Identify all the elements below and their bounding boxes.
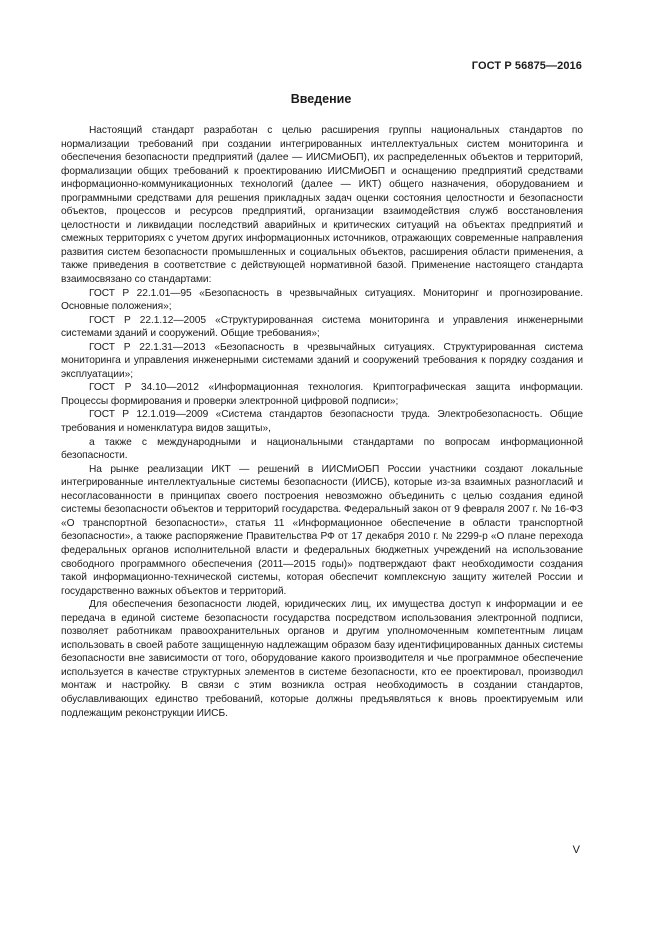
document-body	[61, 124, 583, 720]
paragraph-standard-ref: а также с международными и национальными стандартами по вопросам информационной безопасности.	[61, 436, 583, 462]
paragraph-market: На рынке реализации ИКТ — решений в ИИСМиОБП России участники создают локальные интегрированные интеллектуальные системы безопасности (ИИСБ), которые из-за взаимных разногласий и несогласованности в принципах своего построения невозможно объединить с целью создания единой системы безопасности объектов и территорий государства. Федеральный закон от 9 февраля 2007 г. № 16-ФЗ «О транспортной безопасности», статья 11 «Информационное обеспечение в области транспортной безопасности», а также распоряжение Правительства РФ от 17 декабря 2010 г. № 2299-р «О плане перехода федеральных органов исполнительной власти и федеральных бюджетных учреждений на использование свободного программного обеспечения (2011—2015 годы)» подтверждают факт необходимости создания такой информационно-технической системы, которая обеспечит комплексную защиту жителей России и государственно важных объектов и территорий.	[61, 463, 583, 597]
paragraph-standard-ref: ГОСТ Р 34.10—2012 «Информационная технология. Криптографическая защита информации. Процессы формирования и проверки электронной цифровой подписи»;	[61, 382, 583, 407]
page-number: V	[572, 844, 580, 856]
document-standard-code: ГОСТ Р 56875—2016	[471, 60, 582, 72]
paragraph-standard-ref: ГОСТ Р 22.1.31—2013 «Безопасность в чрезвычайных ситуациях. Структурированная система мониторинга и управления инженерными системами зданий и сооружений требования к порядку создания и эксплуатации»;	[61, 341, 583, 380]
paragraph-standard-ref: ГОСТ Р 22.1.01—95 «Безопасность в чрезвычайных ситуациях. Мониторинг и прогнозирование. Основные положения»;	[61, 287, 583, 313]
paragraph-standard-ref: ГОСТ Р 12.1.019—2009 «Система стандартов безопасности труда. Электробезопасность. Общие требования и номенклатура видов защиты»,	[61, 409, 583, 435]
section-title: Введение	[290, 92, 352, 106]
paragraph-security: Для обеспечения безопасности людей, юридических лиц, их имущества доступ к информации и ее передача в единой системе безопасности государства посредством использования электронной подписи, позволяет работникам правоохранительных органов и другим уполномоченным компетентным лицам использовать в своей работе защищенную надлежащим образом базу идентифицированных данных системы безопасности вне зависимости от того, оборудование какого производителя и чье программное обеспечение используется в качестве структурных элементов в системе безопасности, кто ее проектировал, производил монтаж и настройку. В связи с этим возникла острая необходимость в создании стандартов, обуславливающих единство требований, которые должны предъявляться к вновь проектируемым или подлежащим реконструкции ИИСБ.	[61, 599, 583, 719]
paragraph-intro: Настоящий стандарт разработан с целью расширения группы национальных стандартов по нормализации требований при создании интегрированных интеллектуальных систем мониторинга и обеспечения безопасности предприятий (далее — ИИСМиОБП), их распределенных объектов и территорий, формализации общих требований к проектированию ИИСМиОБП и оснащению предприятий средствами информационно-коммуникационных технологий (далее — ИКТ) общего назначения, оборудованием и программными средствами для решения прикладных задач оценки состояния целостности и безопасности объектов, процессов и ресурсов предприятий, организации взаимодействия служб восстановления целостности и ликвидации последствий аварийных и критических ситуаций на объектах предприятий и смежных территориях с учетом других информационных источников, отражающих современные направления развития систем безопасности промышленных и социальных объектов, расширения области применения, а также приведения в соответствие с действующей нормативной базой. Применение настоящего стандарта взаимосвязано со стандартами:	[61, 125, 583, 286]
paragraph-standard-ref: ГОСТ Р 22.1.12—2005 «Структурированная система мониторинга и управления инженерными системами зданий и сооружений. Общие требования»;	[61, 314, 583, 340]
